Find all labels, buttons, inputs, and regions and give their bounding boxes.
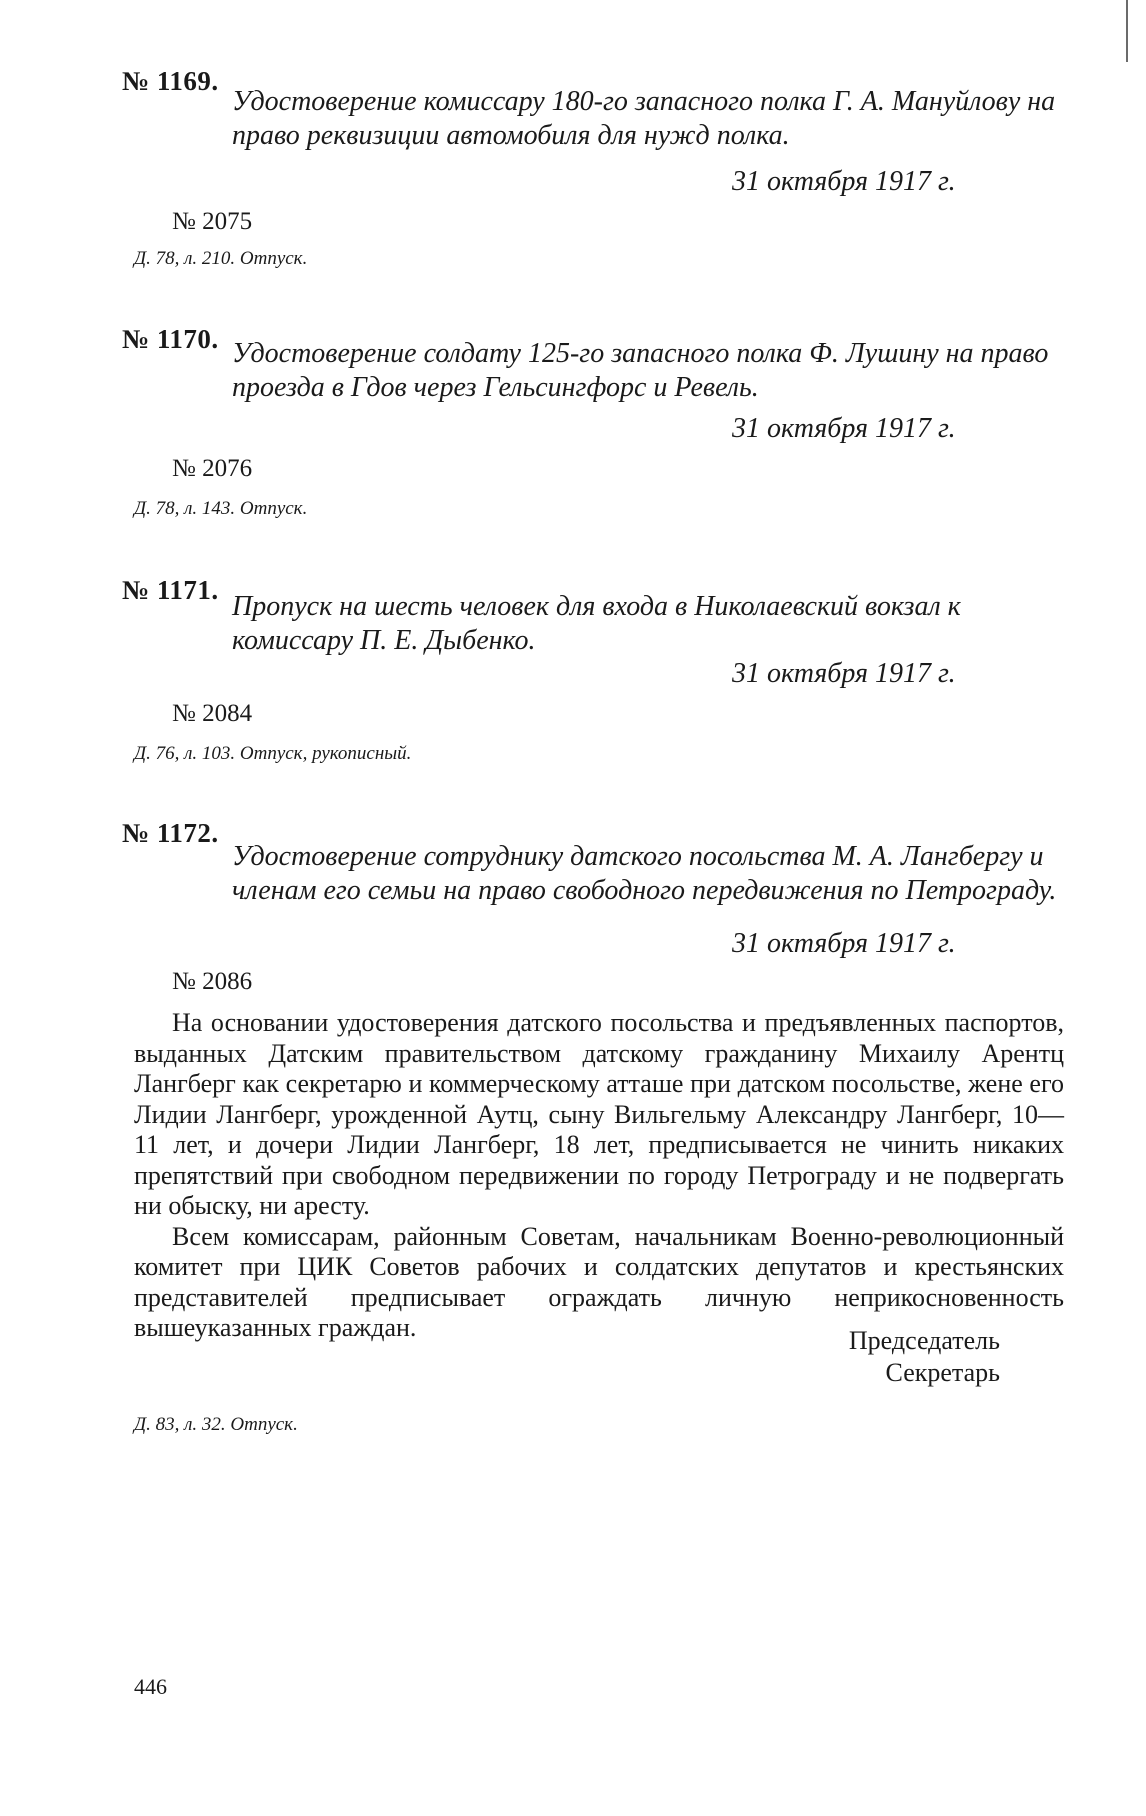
signature-secretary: Секретарь <box>885 1358 1000 1387</box>
archive-source: Д. 76, л. 103. Отпуск, рукописный. <box>134 743 412 764</box>
registration-number: № 2084 <box>172 700 253 727</box>
registration-number: № 2086 <box>172 968 253 995</box>
document-date: 31 октября 1917 г. <box>732 658 956 689</box>
signature-chairman: Председатель <box>848 1326 1000 1355</box>
registration-number: № 2075 <box>172 208 253 235</box>
body-paragraph: На основании удостоверения датского посольства и предъявленных паспортов, выданных Датским правительством датскому гражданину Михаилу Арентц Лангберг как секретарю и коммерческому атташе при датском посольстве, жене его Лидии Лангберг, урожденной Аутц, сыну Вильгельму Александру Лангберг, 10—11 лет, и дочери Лидии Лангберг, 18 лет, предписывается не чинить никаких препятствий при свободном передвижении по городу Петрограду и не подвергать ни обыску, ни аресту. <box>134 1008 1064 1220</box>
document-title: Удостоверение сотруднику датского посольства М. А. Лангбергу и членам его семьи на право свободного передвижения по Петрограду. <box>232 841 1057 906</box>
registration-number: № 2076 <box>172 455 253 482</box>
signature-block <box>820 1325 1000 1389</box>
document-title: Пропуск на шесть человек для входа в Николаевский вокзал к комиссару П. Е. Дыбенко. <box>232 591 961 656</box>
page-edge-line <box>1126 0 1128 62</box>
document-number: № 1169. <box>122 66 219 96</box>
document-title: Удостоверение комиссару 180-го запасного полка Г. А. Мануйлову на право реквизиции автомобиля для нужд полка. <box>232 86 1056 151</box>
document-number: № 1170. <box>122 324 219 354</box>
page-number: 446 <box>134 1674 167 1699</box>
document-date: 31 октября 1917 г. <box>732 413 956 444</box>
archive-source: Д. 78, л. 210. Отпуск. <box>134 248 308 269</box>
document-title: Удостоверение солдату 125-го запасного полка Ф. Лушину на право проезда в Гдов через Гельсингфорс и Ревель. <box>232 338 1049 403</box>
document-date: 31 октября 1917 г. <box>732 166 956 197</box>
document-date: 31 октября 1917 г. <box>732 928 956 959</box>
body-paragraph: Всем комиссарам, районным Советам, начальникам Военно-революционный комитет при ЦИК Советов рабочих и солдатских депутатов и крестьянских представителей предписывает ограждать личную неприкосновенность вышеуказанных граждан. <box>134 1221 1064 1342</box>
archive-source: Д. 83, л. 32. Отпуск. <box>134 1414 298 1435</box>
document-number: № 1171. <box>122 575 219 605</box>
document-body <box>134 1008 1064 1344</box>
archive-source: Д. 78, л. 143. Отпуск. <box>134 498 308 519</box>
document-number: № 1172. <box>122 818 219 848</box>
